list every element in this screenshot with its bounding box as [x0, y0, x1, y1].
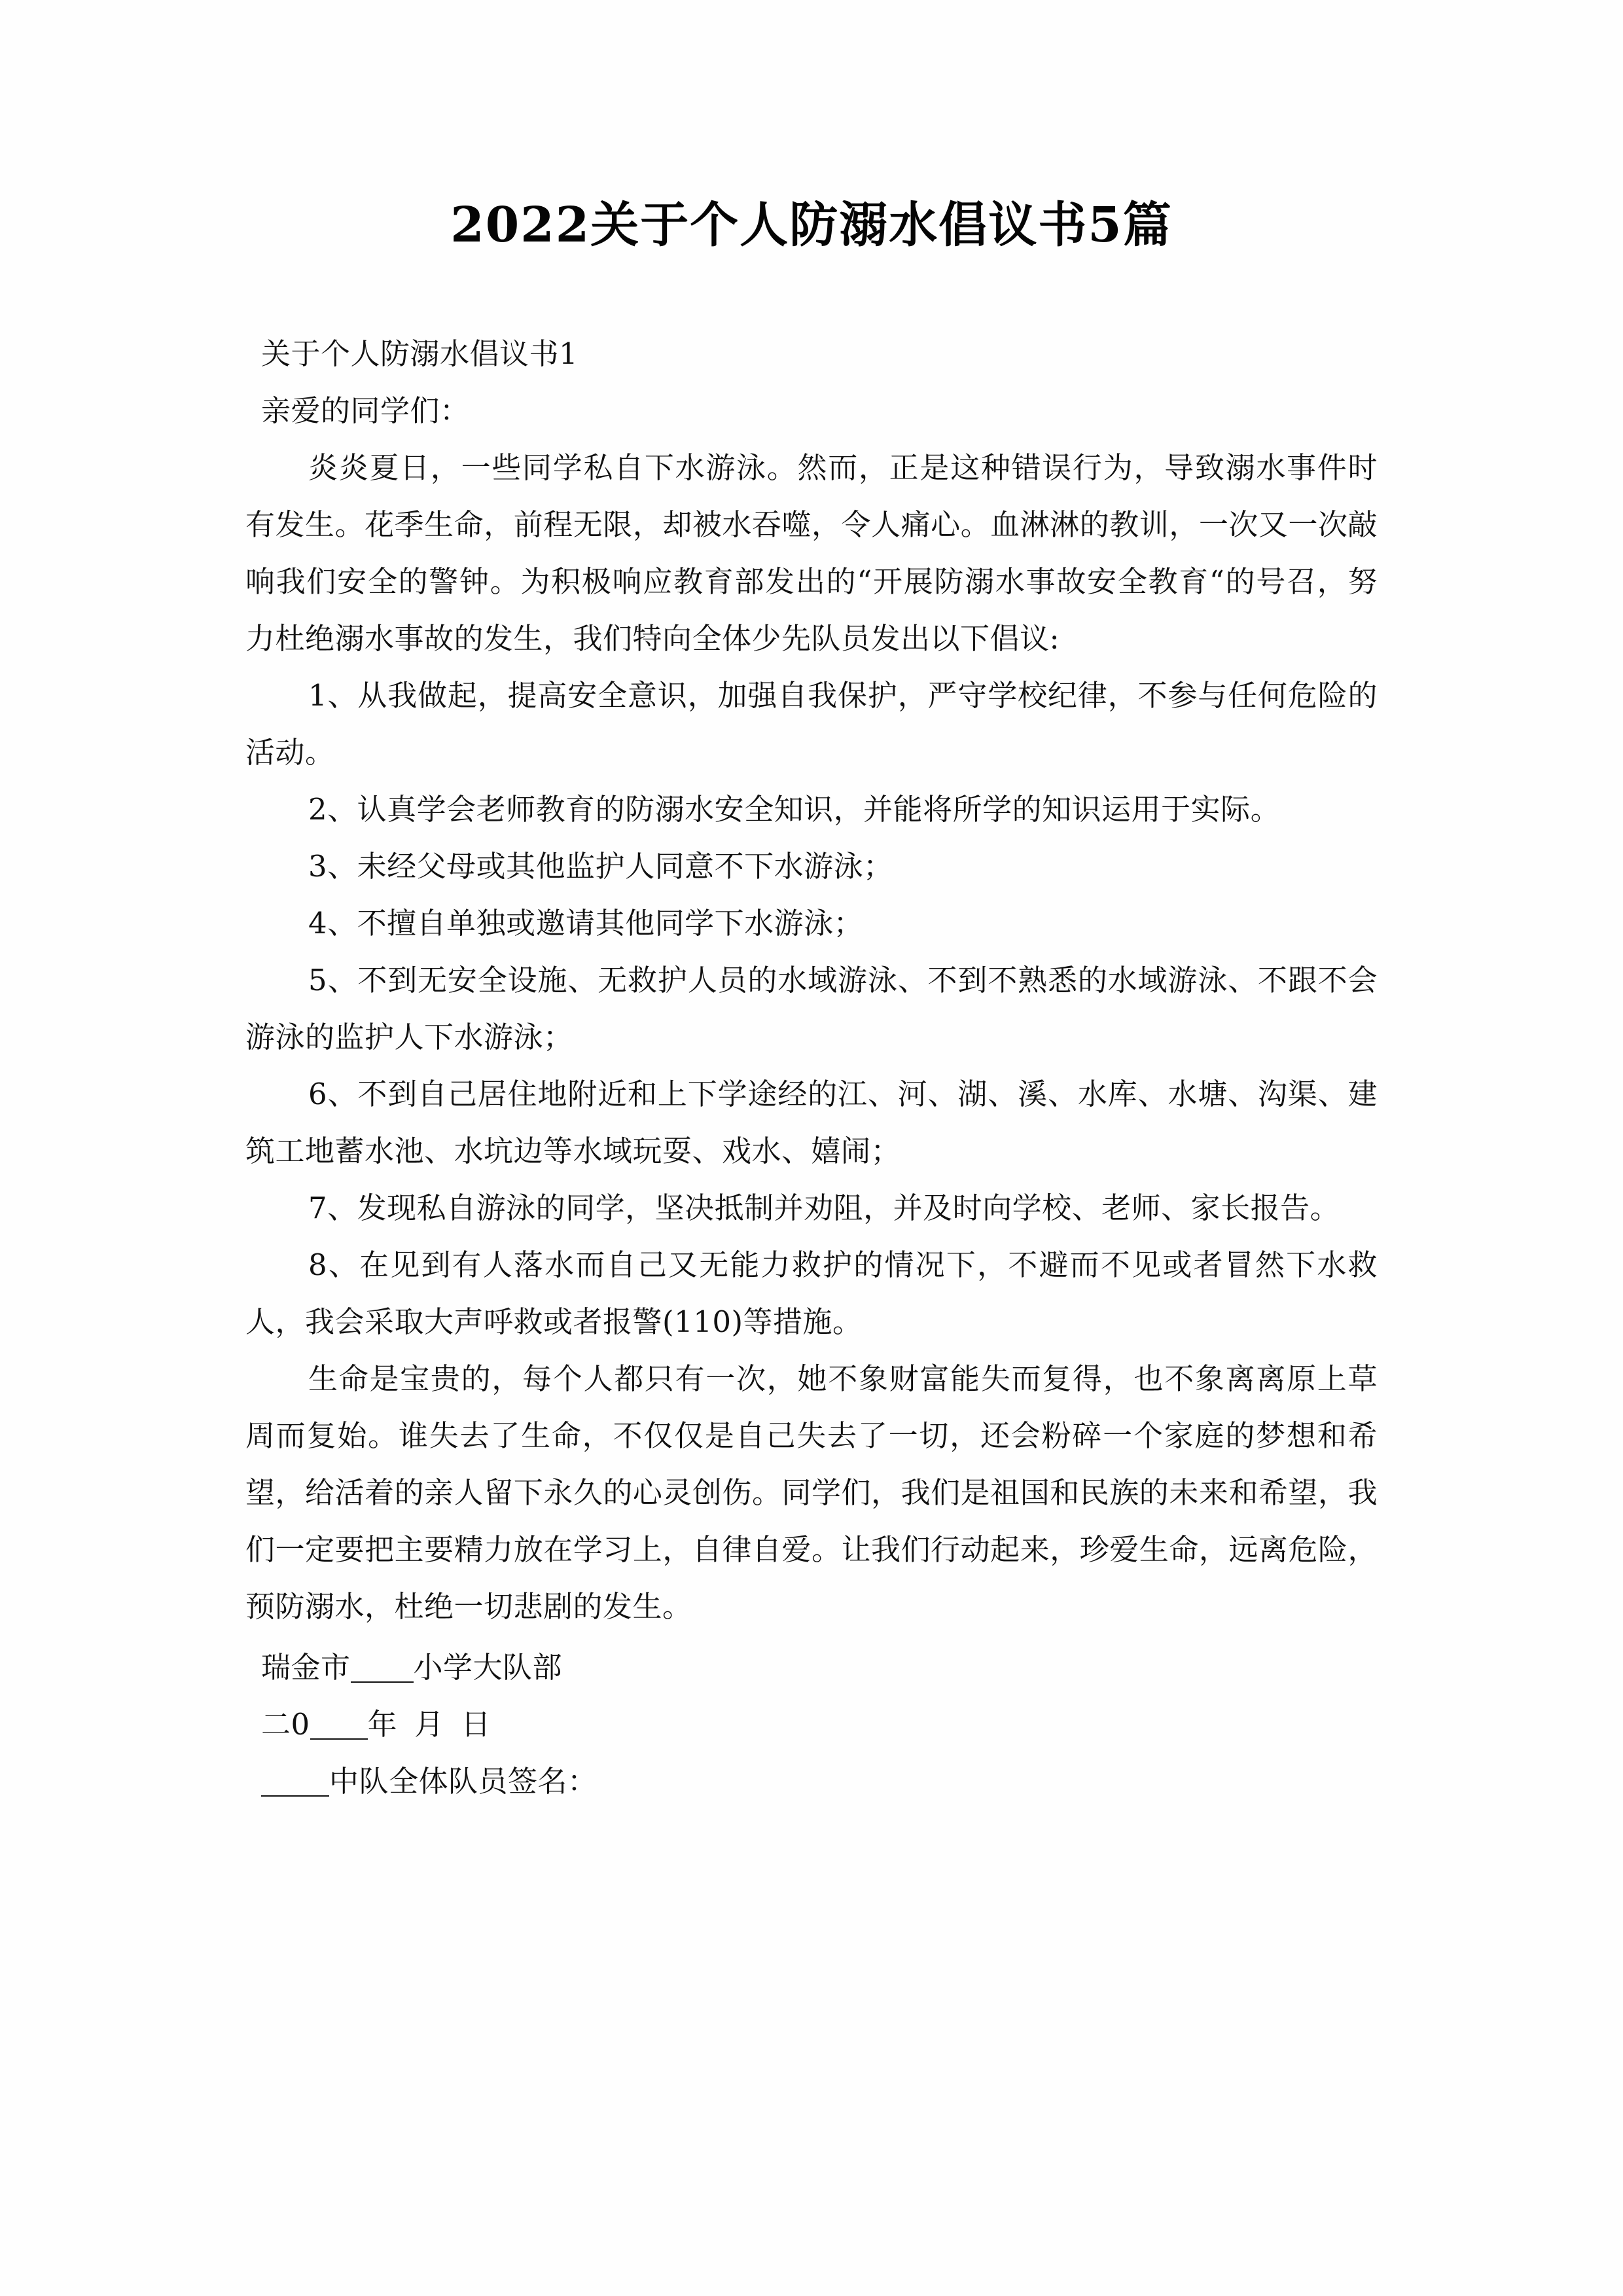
proposal-item-2: 2、认真学会老师教育的防溺水安全知识，并能将所学的知识运用于实际。 [308, 791, 1281, 827]
document-content [245, 0, 1378, 1810]
proposal-item-3: 3、未经父母或其他监护人同意不下水游泳； [308, 848, 893, 884]
signature-organization-suffix: 小学大队部 [413, 1649, 563, 1685]
signature-organization-prefix: 瑞金市 [261, 1649, 351, 1685]
date-year-blank-field [310, 1709, 368, 1740]
organization-blank-field [351, 1652, 414, 1683]
date-day-label: 日 [461, 1706, 491, 1742]
signature-signers-line [245, 1753, 1378, 1810]
intro-paragraph: 炎炎夏日，一些同学私自下水游泳。然而，正是这种错误行为，导致溺水事件时有发生。花季生命，前程无限，却被水吞噬，令人痛心。血淋淋的教训，一次又一次敲响我们安全的警钟。为积极响应教育部发出的“开展防溺水事故安全教育“的号召，努力杜绝溺水事故的发生，我们特向全体少先队员发出以下倡议: [245, 450, 1378, 656]
signature-organization-line [245, 1639, 1378, 1696]
proposal-item-6: 6、不到自己居住地附近和上下学途经的江、河、湖、溪、水库、水塘、沟渠、建筑工地蓄水池、水坑边等水域玩耍、戏水、嬉闹； [245, 1076, 1378, 1168]
section-heading: 关于个人防溺水倡议书1 [261, 336, 579, 371]
document-body [245, 325, 1378, 1810]
squad-blank-field [261, 1766, 329, 1797]
proposal-item-7: 7、发现私自游泳的同学，坚决抵制并劝阻，并及时向学校、老师、家长报告。 [308, 1190, 1340, 1225]
signature-signers-suffix: 中队全体队员签名： [329, 1763, 597, 1799]
proposal-item-1: 1、从我做起，提高安全意识，加强自我保护，严守学校纪律，不参与任何危险的活动。 [245, 677, 1378, 770]
signature-date-line [245, 1696, 1378, 1753]
proposal-item-4: 4、不擅自单独或邀请其他同学下水游泳； [308, 905, 864, 941]
signature-block [245, 1639, 1378, 1810]
date-month-label: 月 [414, 1706, 444, 1742]
proposal-item-5: 5、不到无安全设施、无救护人员的水域游泳、不到不熟悉的水域游泳、不跟不会游泳的监护人下水游泳； [245, 962, 1378, 1054]
salutation: 亲爱的同学们： [261, 393, 470, 428]
date-year-label: 年 [367, 1706, 398, 1742]
page-title: 2022关于个人防溺水倡议书5篇 [450, 197, 1173, 253]
closing-paragraph: 生命是宝贵的，每个人都只有一次，她不象财富能失而复得，也不象离离原上草周而复始。谁失去了生命，不仅仅是自己失去了一切，还会粉碎一个家庭的梦想和希望，给活着的亲人留下永久的心灵创伤。同学们，我们是祖国和民族的未来和希望，我们一定要把主要精力放在学习上，自律自爱。让我们行动起来，珍爱生命，远离危险，预防溺水，杜绝一切悲剧的发生。 [245, 1361, 1378, 1624]
proposal-item-8: 8、在见到有人落水而自己又无能力救护的情况下，不避而不见或者冒然下水救人，我会采取大声呼救或者报警(110)等措施。 [245, 1247, 1378, 1339]
date-prefix: 二0 [261, 1706, 310, 1742]
